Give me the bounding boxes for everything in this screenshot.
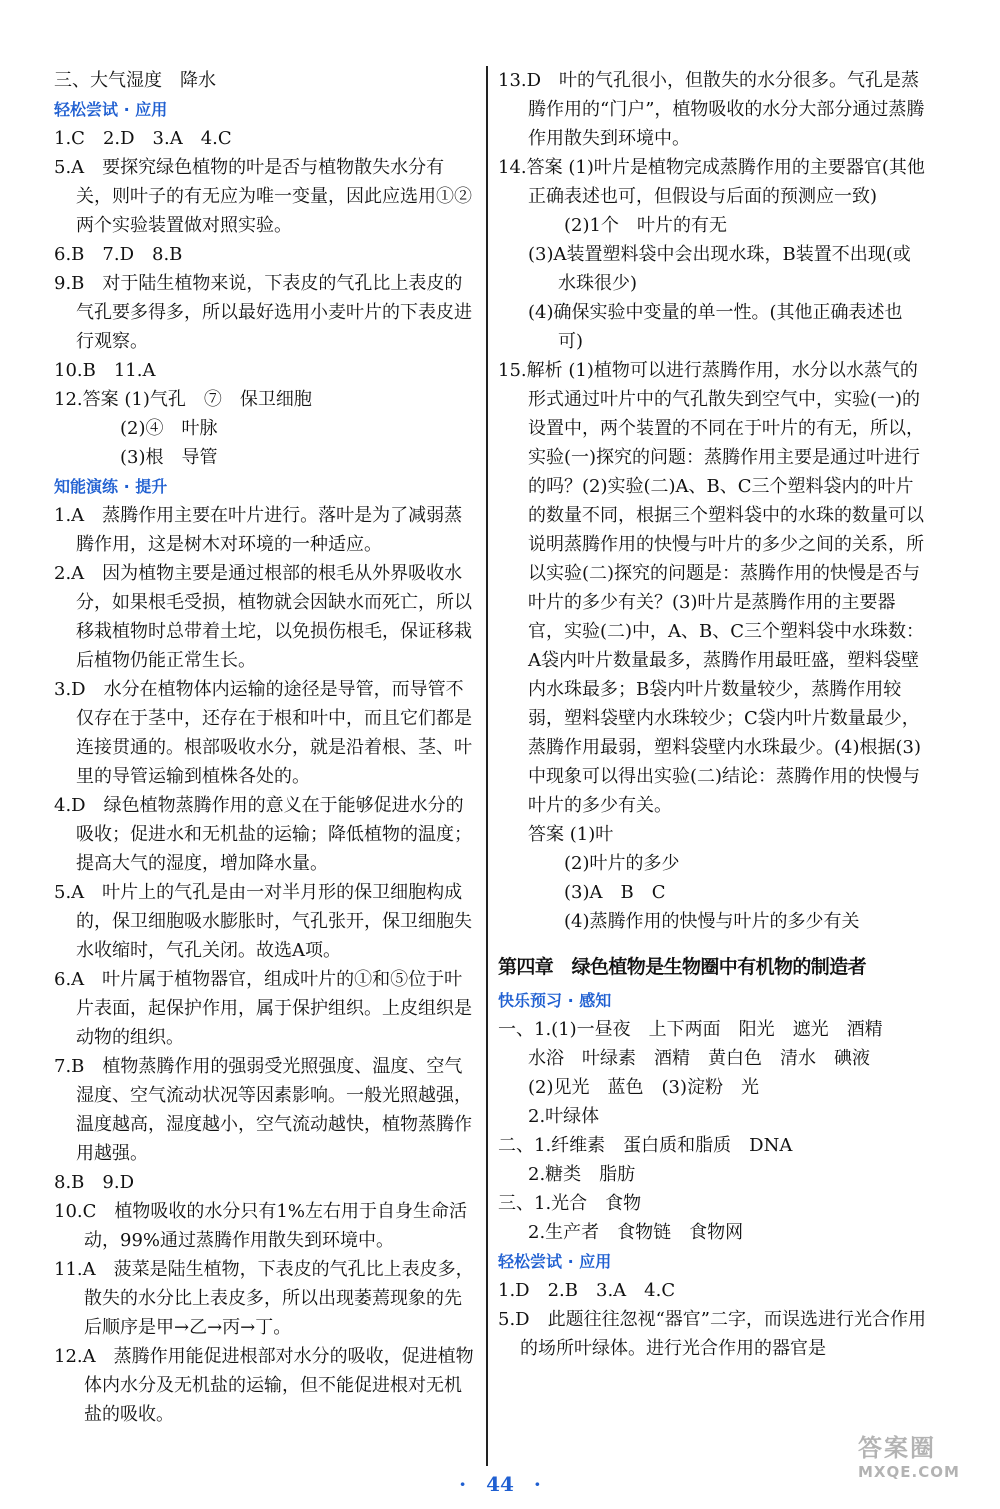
answer-12-part3: (3)根 导管: [120, 447, 218, 468]
section-label-preview: 快乐预习 · 感知: [498, 991, 612, 1010]
answer-10-11: 10.B 11.A: [54, 360, 156, 381]
watermark-logo: [858, 1428, 986, 1502]
answer-12: 12.答案 (1)气孔 ⑦ 保卫细胞: [54, 389, 312, 410]
answer-15-part3: (3)A B C: [564, 882, 666, 903]
answer-15-part2: (2)叶片的多少: [564, 853, 680, 874]
answer-14: 14.答案 (1)叶片是植物完成蒸腾作用的主要器官(其他正确表述也可，但假设与后面的预测应一致): [498, 157, 925, 207]
answer-15-part4: (4)蒸腾作用的快慢与叶片的多少有关: [564, 911, 860, 932]
answer-12-part2: (2)④ 叶脉: [120, 418, 218, 439]
column-divider: [486, 66, 488, 1466]
answer-13: 13.D 叶的气孔很小，但散失的水分很多。气孔是蒸腾作用的“门户”，植物吸收的水分大部分通过蒸腾作用散失到环境中。: [498, 70, 925, 149]
section-label-try-apply-2: 轻松尝试 · 应用: [498, 1252, 612, 1271]
page-number: · 44 ·: [459, 1472, 541, 1496]
answer-14-part4: (4)确保实验中变量的单一性。(其他正确表述也可): [528, 302, 903, 352]
left-column: [54, 66, 478, 1429]
answer-1-4: 1.C 2.D 3.A 4.C: [54, 128, 232, 149]
quiz-1-4: 1.D 2.B 3.A 4.C: [498, 1280, 676, 1301]
answer-15-key: 答案 (1)叶: [528, 824, 614, 845]
preview-1-item2: 2.叶绿体: [528, 1106, 600, 1127]
answer-9: 9.B 对于陆生植物来说，下表皮的气孔比上表皮的气孔要多得多，所以最好选用小麦叶片的下表皮进行观察。: [54, 273, 472, 352]
practice-6: 6.A 叶片属于植物器官，组成叶片的①和⑤位于叶片表面，起保护作用，属于保护组织。上皮组织是动物的组织。: [54, 969, 472, 1048]
answer-15-analysis: 15.解析 (1)植物可以进行蒸腾作用，水分以水蒸气的形式通过叶片中的气孔散失到空气中，实验(一)的设置中，两个装置的不同在于叶片的有无，所以，实验(一)探究的问题：蒸腾作用主要是通过叶进行的吗？(2)实验(二)A、B、C三个塑料袋内的叶片的数量不同，根据三个塑料袋中的水珠的数量可以说明蒸腾作用的快慢与叶片的多少之间的关系，所以实验(二)探究的问题是：蒸腾作用的快慢是否与叶片的多少有关？(3)叶片是蒸腾作用的主要器官，实验(二)中，A、B、C三个塑料袋中水珠数：A袋内叶片数量最多，蒸腾作用最旺盛，塑料袋壁内水珠最多；B袋内叶片数量较少，蒸腾作用较弱，塑料袋壁内水珠较少；C袋内叶片数量最少，蒸腾作用最弱，塑料袋壁内水珠最少。(4)根据(3)中现象可以得出实验(二)结论：蒸腾作用的快慢与叶片的多少有关。: [498, 360, 925, 816]
practice-12: 12.A 蒸腾作用能促进根部对水分的吸收，促进植物体内水分及无机盐的运输，但不能促进根对无机盐的吸收。: [54, 1346, 474, 1425]
practice-8-9: 8.B 9.D: [54, 1172, 135, 1193]
chapter-title: 第四章 绿色植物是生物圈中有机物的制造者: [498, 956, 867, 978]
practice-2: 2.A 因为植物主要是通过根部的根毛从外界吸收水分，如果根毛受损，植物就会因缺水而死亡，所以移栽植物时总带着土坨，以免损伤根毛，保证移栽后植物仍能正常生长。: [54, 563, 472, 671]
answer-5: 5.A 要探究绿色植物的叶是否与植物散失水分有关，则叶子的有无应为唯一变量，因此应选用①②两个实验装置做对照实验。: [54, 157, 472, 236]
quiz-5: 5.D 此题往往忽视“器官”二字，而误选进行光合作用的场所叶绿体。进行光合作用的器官是: [498, 1309, 927, 1359]
preview-1-part2: (2)见光 蓝色 (3)淀粉 光: [528, 1077, 759, 1098]
section-heading-atmospheric-humidity: 三、大气湿度 降水: [54, 70, 216, 91]
practice-4: 4.D 绿色植物蒸腾作用的意义在于能够促进水分的吸收；促进水和无机盐的运输；降低植物的温度；提高大气的湿度，增加降水量。: [54, 795, 472, 874]
preview-2: 二、1.纤维素 蛋白质和脂质 DNA: [498, 1135, 793, 1156]
preview-1-cont: 水浴 叶绿素 酒精 黄白色 清水 碘液: [528, 1048, 870, 1069]
preview-2-item2: 2.糖类 脂肪: [528, 1164, 636, 1185]
answer-6-8: 6.B 7.D 8.B: [54, 244, 183, 265]
preview-3: 三、1.光合 食物: [498, 1193, 642, 1214]
watermark-text: 答案圈: [858, 1434, 936, 1462]
preview-3-item2: 2.生产者 食物链 食物网: [528, 1222, 744, 1243]
practice-10: 10.C 植物吸收的水分只有1%左右用于自身生命活动，99%通过蒸腾作用散失到环境中。: [54, 1201, 467, 1251]
answer-14-part3: (3)A装置塑料袋中会出现水珠，B装置不出现(或水珠很少): [528, 244, 911, 294]
practice-1: 1.A 蒸腾作用主要在叶片进行。落叶是为了减弱蒸腾作用，这是树木对环境的一种适应。: [54, 505, 463, 555]
watermark-domain: MXQE.COM: [858, 1463, 960, 1481]
right-column: [498, 66, 926, 1363]
section-label-try-apply: 轻松尝试 · 应用: [54, 100, 168, 119]
practice-5: 5.A 叶片上的气孔是由一对半月形的保卫细胞构成的，保卫细胞吸水膨胀时，气孔张开，保卫细胞失水收缩时，气孔关闭。故选A项。: [54, 882, 472, 961]
practice-3: 3.D 水分在植物体内运输的途径是导管，而导管不仅存在于茎中，还存在于根和叶中，而且它们都是连接贯通的。根部吸收水分，就是沿着根、茎、叶里的导管运输到植株各处的。: [54, 679, 472, 787]
practice-11: 11.A 菠菜是陆生植物，下表皮的气孔比上表皮多，散失的水分比上表皮多，所以出现萎蔫现象的先后顺序是甲→乙→丙→丁。: [54, 1259, 474, 1338]
preview-1: 一、1.(1)一昼夜 上下两面 阳光 遮光 酒精: [498, 1019, 883, 1040]
answer-14-part2: (2)1个 叶片的有无: [564, 215, 727, 236]
practice-7: 7.B 植物蒸腾作用的强弱受光照强度、温度、空气湿度、空气流动状况等因素影响。一般光照越强，温度越高，湿度越小，空气流动越快，植物蒸腾作用越强。: [54, 1056, 472, 1164]
section-label-practice-improve: 知能演练 · 提升: [54, 477, 168, 496]
